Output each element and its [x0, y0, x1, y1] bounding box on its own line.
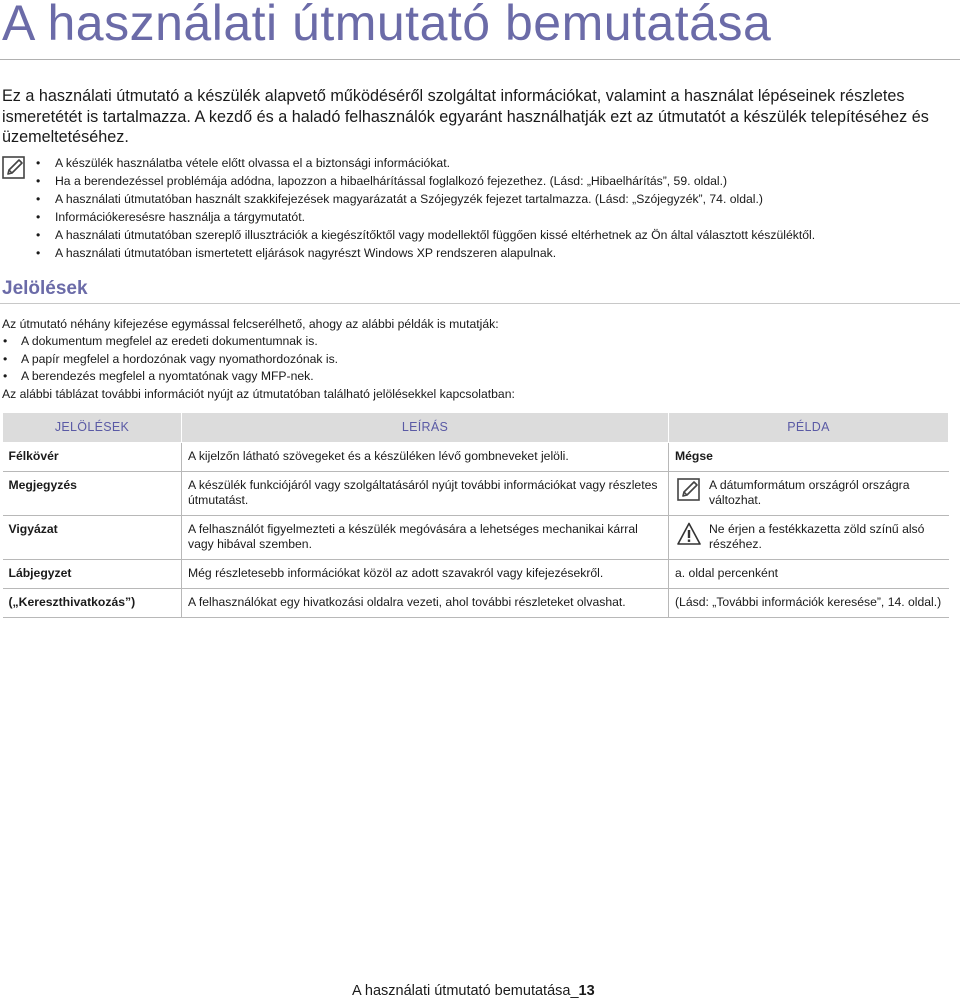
- term-cell: Vigyázat: [3, 516, 182, 560]
- equivalence-item: • A papír megfelel a hordozónak vagy nyomathordozónak is.: [2, 351, 338, 369]
- term-cell: Félkövér: [3, 443, 182, 472]
- term-cell: Lábjegyzet: [3, 560, 182, 589]
- term-cell: Megjegyzés: [3, 472, 182, 516]
- table-row: [3, 560, 949, 589]
- note-item: • A használati útmutatóban használt szakkifejezések magyarázatát a Szójegyzék fejezet tartalmazza. (Lásd: „Szójegyzék”, 74. oldal.): [36, 190, 815, 208]
- table-row: [3, 472, 949, 516]
- description-cell: Még részletesebb információkat közöl az adott szavakról vagy kifejezésekről.: [182, 560, 669, 589]
- description-cell: A kijelzőn látható szövegeket és a készüléken lévő gombneveket jelöli.: [182, 443, 669, 472]
- header-description: LEÍRÁS: [182, 413, 669, 443]
- conventions-table: [2, 412, 949, 618]
- page-footer: [352, 983, 595, 999]
- note-item: • A használati útmutatóban szereplő illusztrációk a kiegészítőktől vagy modellektől függően kissé eltérhetnek az Ön által választott készüléktől.: [36, 226, 815, 244]
- note-pencil-icon: [677, 478, 701, 502]
- title-divider: [0, 59, 960, 60]
- table-header-row: [3, 413, 949, 443]
- example-cell: (Lásd: „További információk keresése”, 14. oldal.): [669, 589, 949, 618]
- term-cell: („Kereszthivatkozás”): [3, 589, 182, 618]
- description-cell: A felhasználókat egy hivatkozási oldalra vezeti, ahol további részleteket olvashat.: [182, 589, 669, 618]
- table-row: [3, 516, 949, 560]
- section-divider: [0, 303, 960, 304]
- equivalence-list: [2, 333, 338, 386]
- note-pencil-icon: [2, 156, 26, 180]
- page-number: 13: [578, 983, 595, 999]
- section-title: Jelölések: [2, 278, 88, 299]
- example-cell: [669, 516, 949, 560]
- description-cell: A készülék funkciójáról vagy szolgáltatásáról nyújt további információkat vagy részletes útmutatást.: [182, 472, 669, 516]
- table-intro: Az alábbi táblázat további információt nyújt az útmutatóban található jelölésekkel kapcsolatban:: [2, 387, 515, 401]
- section-lead: Az útmutató néhány kifejezése egymással felcserélhető, ahogy az alábbi példák is mutatják:: [2, 317, 499, 331]
- intro-paragraph: Ez a használati útmutató a készülék alapvető működéséről szolgáltat információkat, valamint a használat lépéseinek részletes ismeretétét is tartalmazza. A kezdő és a haladó felhasználók egyaránt használhatják ezt az útmutatót a készülék telepítéséhez és üzemeltetéséhez.: [2, 87, 929, 146]
- example-text: A dátumformátum országról országra változhat.: [709, 478, 910, 507]
- note-item: • Információkeresésre használja a tárgymutatót.: [36, 208, 815, 226]
- equivalence-item: • A berendezés megfelel a nyomtatónak vagy MFP-nek.: [2, 368, 338, 386]
- note-list: [36, 154, 815, 262]
- table-row: [3, 443, 949, 472]
- page-title: A használati útmutató bemutatása: [2, 0, 772, 51]
- example-cell: a. oldal percenként: [669, 560, 949, 589]
- description-cell: A felhasználót figyelmezteti a készülék megóvására a lehetséges mechanikai kárral vagy hibával szemben.: [182, 516, 669, 560]
- note-item: • Ha a berendezéssel problémája adódna, lapozzon a hibaelhárítással foglalkozó fejezethez. (Lásd: „Hibaelhárítás”, 59. oldal.): [36, 172, 815, 190]
- example-cell: Mégse: [669, 443, 949, 472]
- footer-title: A használati útmutató bemutatása_: [352, 983, 579, 999]
- warning-triangle-icon: [677, 522, 701, 546]
- table-row: [3, 589, 949, 618]
- header-conventions: JELÖLÉSEK: [3, 413, 182, 443]
- header-example: PÉLDA: [669, 413, 949, 443]
- note-item: • A készülék használatba vétele előtt olvassa el a biztonsági információkat.: [36, 154, 815, 172]
- example-cell: [669, 472, 949, 516]
- note-item: • A használati útmutatóban ismertetett eljárások nagyrészt Windows XP rendszeren alapulnak.: [36, 244, 815, 262]
- example-text: Ne érjen a festékkazetta zöld színű alsó részéhez.: [709, 522, 925, 551]
- equivalence-item: • A dokumentum megfelel az eredeti dokumentumnak is.: [2, 333, 338, 351]
